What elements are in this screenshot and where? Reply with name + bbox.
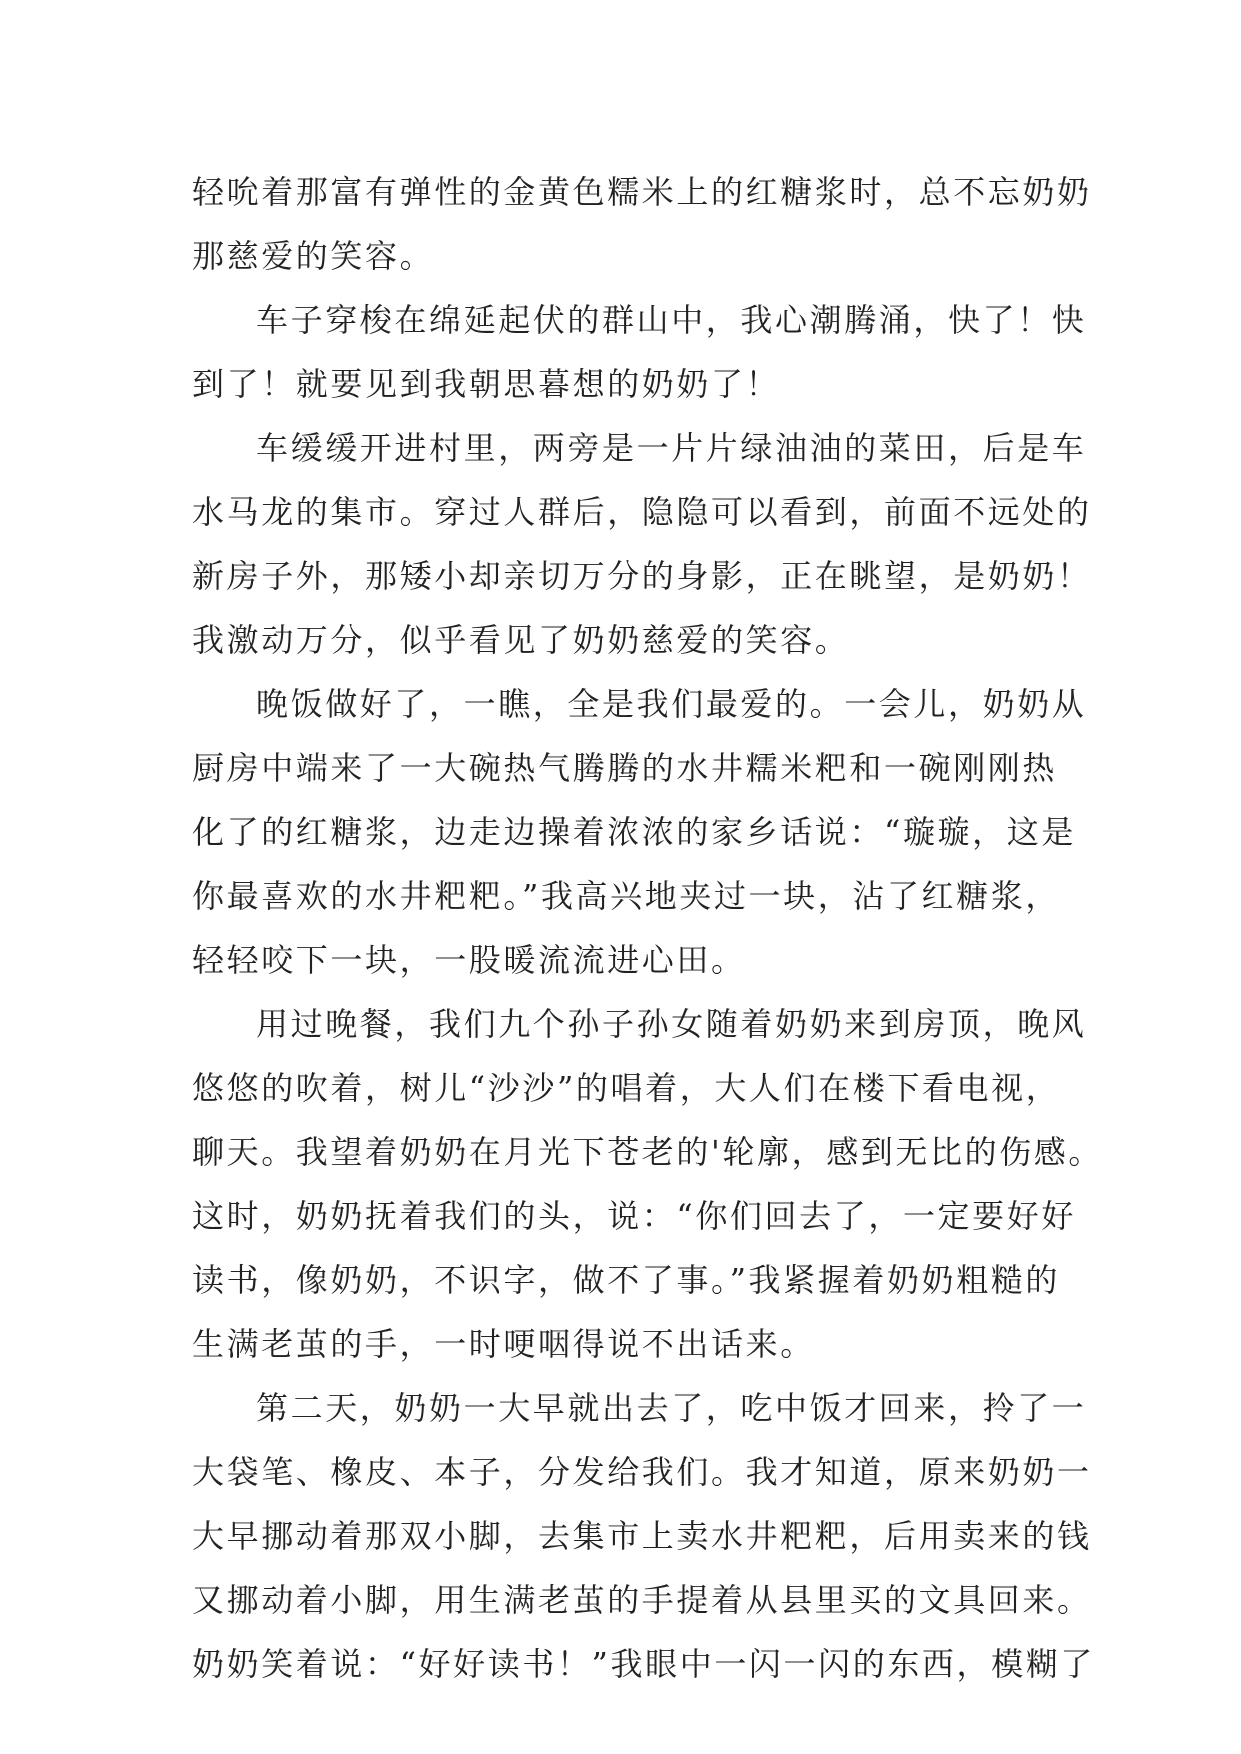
text-line: 大袋笔、橡皮、本子，分发给我们。我才知道，原来奶奶一 bbox=[192, 1453, 1092, 1491]
text-line: 新房子外，那矮小却亲切万分的身影，正在眺望，是奶奶！ bbox=[192, 557, 1092, 595]
text-line: 水马龙的集市。穿过人群后，隐隐可以看到，前面不远处的 bbox=[192, 493, 1092, 531]
text-line: 厨房中端来了一大碗热气腾腾的水井糯米粑和一碗刚刚热 bbox=[192, 749, 1058, 787]
text-line: 这时，奶奶抚着我们的头，说：“你们回去了，一定要好好 bbox=[192, 1197, 1076, 1235]
paragraph-start-line: 用过晚餐，我们九个孙子孙女随着奶奶来到房顶，晚风 bbox=[256, 1005, 1087, 1043]
paragraph-start-line: 晚饭做好了，一瞧，全是我们最爱的。一会儿，奶奶从 bbox=[256, 685, 1087, 723]
text-line: 又挪动着小脚，用生满老茧的手提着从县里买的文具回来。 bbox=[192, 1581, 1092, 1619]
text-line: 大早挪动着那双小脚，去集市上卖水井粑粑，后用卖来的钱 bbox=[192, 1517, 1092, 1555]
text-line: 你最喜欢的水井粑粑。”我高兴地夹过一块，沾了红糖浆， bbox=[192, 877, 1060, 915]
paragraph-start-line: 车缓缓开进村里，两旁是一片片绿油油的菜田，后是车 bbox=[256, 429, 1087, 467]
text-line: 聊天。我望着奶奶在月光下苍老的'轮廓，感到无比的伤感。 bbox=[192, 1133, 1103, 1171]
essay-text bbox=[192, 160, 1103, 1696]
text-line: 读书，像奶奶，不识字，做不了事。”我紧握着奶奶粗糙的 bbox=[192, 1261, 1060, 1299]
text-line: 到了！就要见到我朝思暮想的奶奶了！ bbox=[192, 365, 781, 403]
text-line: 化了的红糖浆，边走边操着浓浓的家乡话说：“璇璇，这是 bbox=[192, 813, 1076, 851]
text-line: 轻轻咬下一块，一股暖流流进心田。 bbox=[192, 941, 746, 979]
text-line: 悠悠的吹着，树儿“沙沙”的唱着，大人们在楼下看电视， bbox=[192, 1069, 1061, 1107]
text-line: 我激动万分，似乎看见了奶奶慈爱的笑容。 bbox=[192, 621, 850, 659]
text-line: 轻吮着那富有弹性的金黄色糯米上的红糖浆时，总不忘奶奶 bbox=[192, 173, 1092, 211]
paragraph-start-line: 车子穿梭在绵延起伏的群山中，我心潮腾涌，快了！快 bbox=[256, 301, 1087, 339]
paragraph-start-line: 第二天，奶奶一大早就出去了，吃中饭才回来，拎了一 bbox=[256, 1389, 1087, 1427]
text-line: 那慈爱的笑容。 bbox=[192, 237, 435, 275]
text-line: 奶奶笑着说：“好好读书！”我眼中一闪一闪的东西，模糊了 bbox=[192, 1645, 1095, 1683]
text-line: 生满老茧的手，一时哽咽得说不出话来。 bbox=[192, 1325, 815, 1363]
